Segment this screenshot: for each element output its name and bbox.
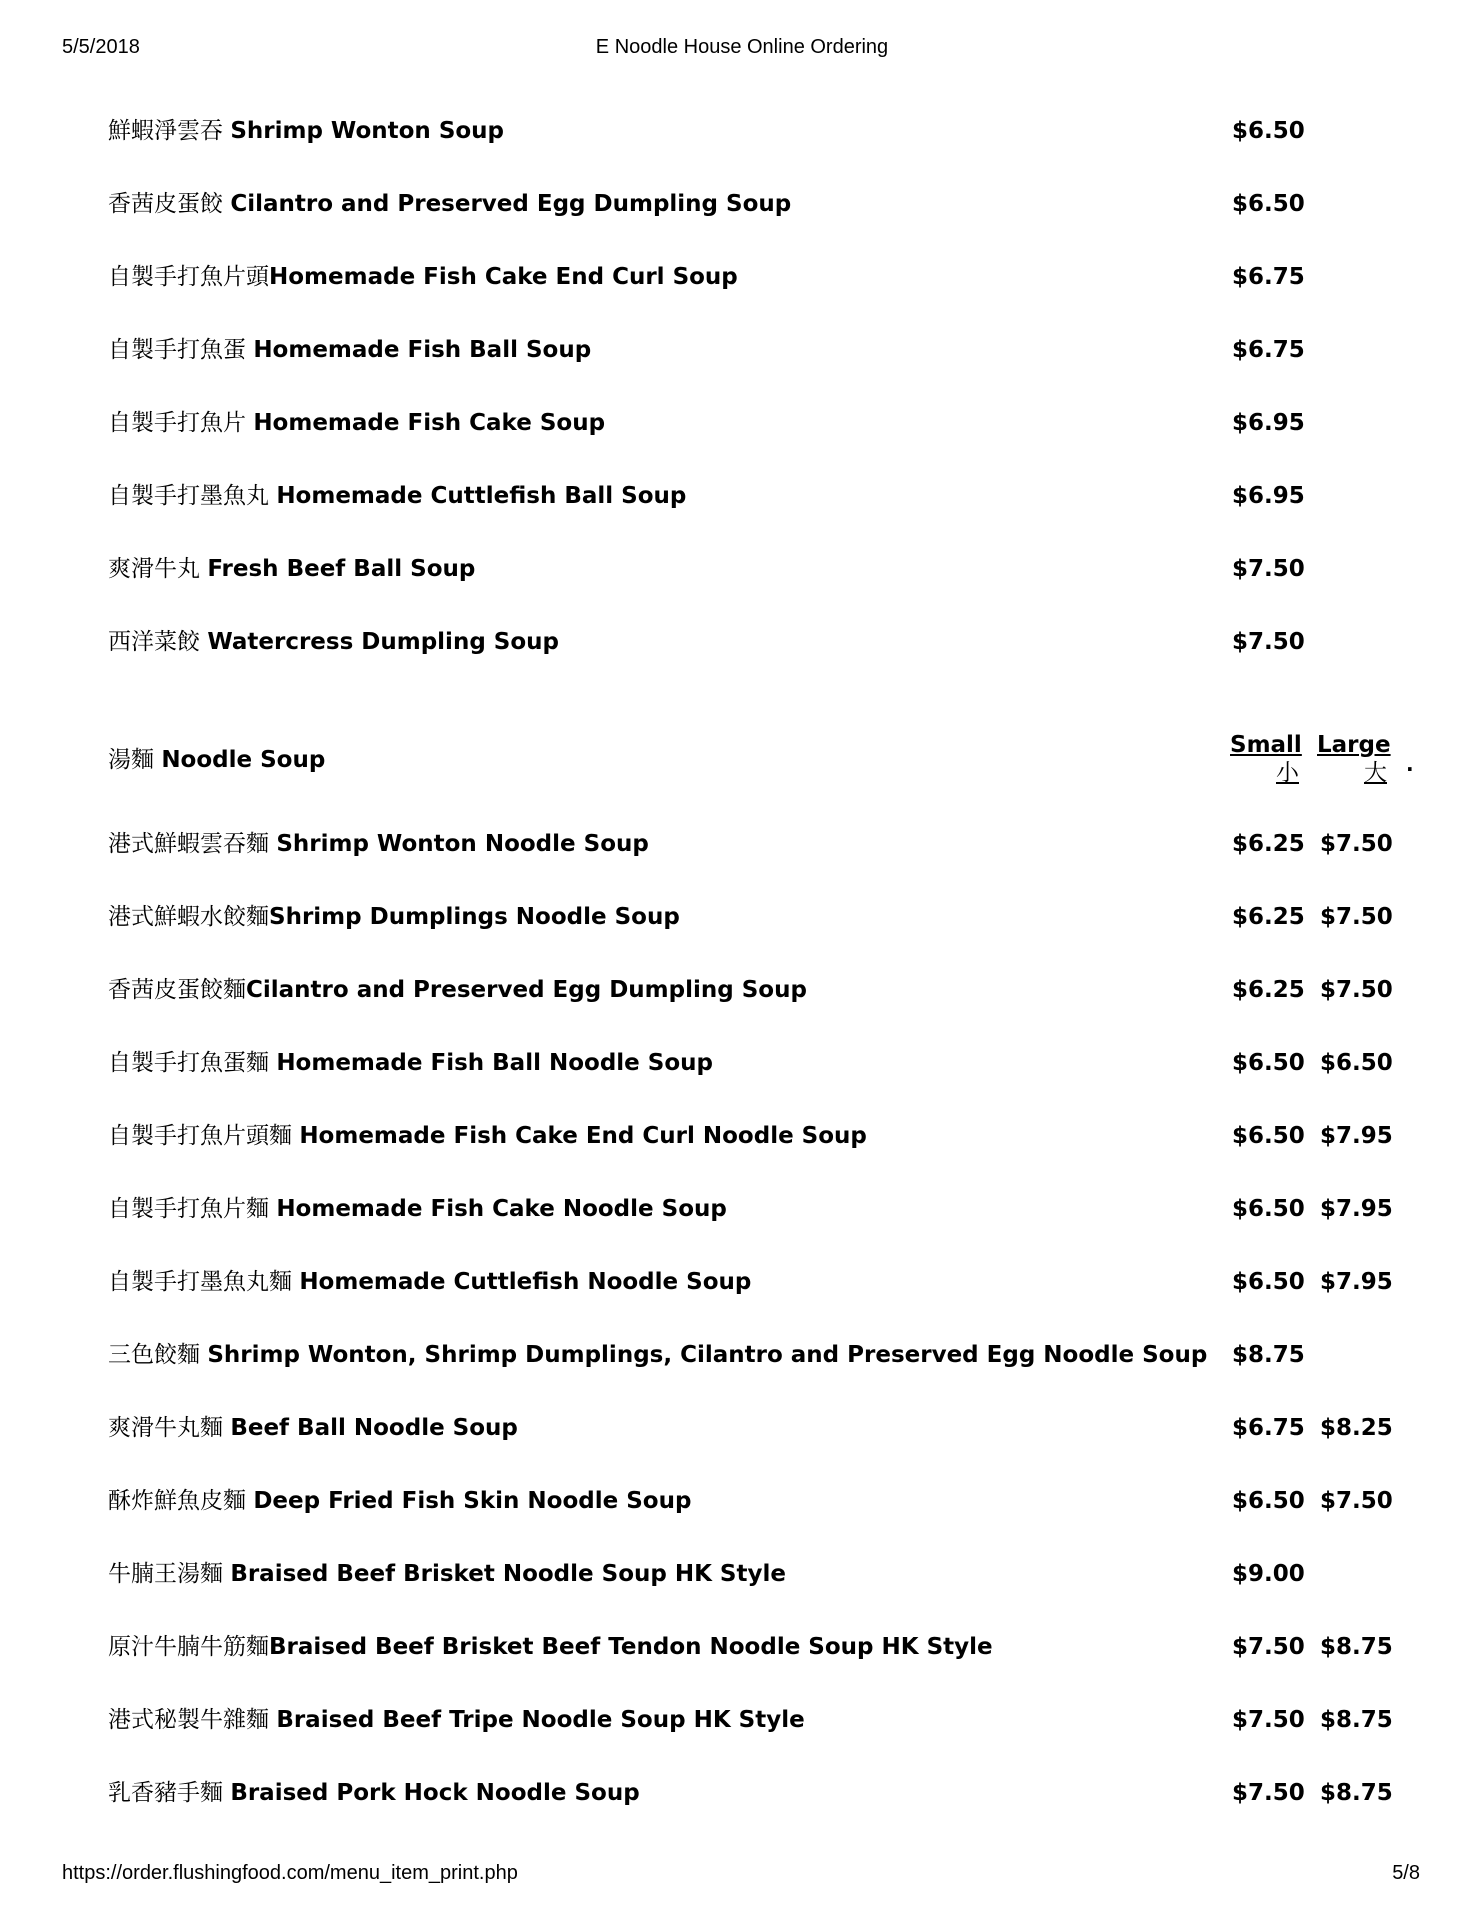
item-name bbox=[108, 1116, 867, 1156]
item-name bbox=[108, 549, 475, 589]
item-price-small: $6.50 bbox=[1232, 1123, 1305, 1149]
item-name bbox=[108, 184, 791, 224]
item-name bbox=[108, 897, 680, 937]
item-price-small: $6.25 bbox=[1232, 831, 1305, 857]
item-name-english: Shrimp Wonton, Shrimp Dumplings, Cilantro and Preserved Egg Noodle Soup bbox=[207, 1342, 1208, 1368]
item-name-english: Fresh Beef Ball Soup bbox=[207, 556, 476, 582]
item-price-small: $6.50 bbox=[1232, 1488, 1305, 1514]
item-name bbox=[108, 1700, 805, 1740]
menu-item bbox=[0, 824, 1484, 864]
item-price-small: $7.50 bbox=[1232, 1707, 1305, 1733]
menu-item bbox=[0, 1773, 1484, 1813]
item-price-small: $7.50 bbox=[1232, 1634, 1305, 1660]
item-name-chinese: 港式鮮蝦水餃麵 bbox=[108, 904, 269, 930]
item-name-english: Homemade Cuttlefish Noodle Soup bbox=[299, 1269, 752, 1295]
item-price-large: $7.50 bbox=[1320, 1488, 1393, 1514]
item-name-english: Deep Fried Fish Skin Noodle Soup bbox=[253, 1488, 692, 1514]
item-price-small: $6.25 bbox=[1232, 977, 1305, 1003]
menu-item bbox=[0, 1043, 1484, 1083]
item-name bbox=[108, 1408, 518, 1448]
menu-item bbox=[0, 1189, 1484, 1229]
item-price-large: $8.75 bbox=[1320, 1780, 1393, 1806]
item-price-large: $7.50 bbox=[1320, 831, 1393, 857]
item-name bbox=[108, 1554, 786, 1594]
item-price-large: $7.95 bbox=[1320, 1123, 1393, 1149]
item-name-chinese: 港式秘製牛雜麵 bbox=[108, 1707, 277, 1733]
item-price-small: $6.25 bbox=[1232, 904, 1305, 930]
item-price: $6.50 bbox=[1232, 118, 1305, 144]
item-name-english: Watercress Dumpling Soup bbox=[207, 629, 559, 655]
item-name-english: Braised Beef Brisket Noodle Soup HK Style bbox=[230, 1561, 786, 1587]
menu-item bbox=[0, 897, 1484, 937]
item-price-large: $7.50 bbox=[1320, 977, 1393, 1003]
item-name bbox=[108, 1627, 993, 1667]
item-name-chinese: 香茜皮蛋餃 bbox=[108, 191, 231, 217]
menu-item bbox=[0, 403, 1484, 443]
section-title-chinese: 湯麵 bbox=[108, 747, 162, 773]
item-name-english: Shrimp Dumplings Noodle Soup bbox=[269, 904, 680, 930]
item-name bbox=[108, 403, 605, 443]
item-name-english: Homemade Fish Cake Noodle Soup bbox=[276, 1196, 727, 1222]
item-name-chinese: 原汁牛腩牛筋麵 bbox=[108, 1634, 269, 1660]
item-price-large: $8.25 bbox=[1320, 1415, 1393, 1441]
item-name bbox=[108, 1043, 713, 1083]
item-name-chinese: 爽滑牛丸麵 bbox=[108, 1415, 231, 1441]
item-name-english: Homemade Fish Cake End Curl Noodle Soup bbox=[299, 1123, 867, 1149]
page-number: 5/8 bbox=[1392, 1862, 1420, 1884]
item-name-english: Cilantro and Preserved Egg Dumpling Soup bbox=[230, 191, 792, 217]
item-name bbox=[108, 1481, 691, 1521]
item-price-small: $6.50 bbox=[1232, 1269, 1305, 1295]
item-name-english: Braised Beef Brisket Beef Tendon Noodle Soup HK Style bbox=[269, 1634, 993, 1660]
item-name-chinese: 自製手打魚片麵 bbox=[108, 1196, 277, 1222]
item-price-small: $6.50 bbox=[1232, 1196, 1305, 1222]
menu-item bbox=[0, 1116, 1484, 1156]
item-name-english: Shrimp Wonton Soup bbox=[230, 118, 505, 144]
item-name-chinese: 鮮蝦淨雲吞 bbox=[108, 118, 231, 144]
item-name-chinese: 自製手打魚片頭麵 bbox=[108, 1123, 300, 1149]
item-name-chinese: 酥炸鮮魚皮麵 bbox=[108, 1488, 254, 1514]
menu-item bbox=[0, 622, 1484, 662]
item-price-large: $8.75 bbox=[1320, 1634, 1393, 1660]
item-name-english: Homemade Fish Cake Soup bbox=[253, 410, 606, 436]
item-price-large: $7.95 bbox=[1320, 1269, 1393, 1295]
item-price: $7.50 bbox=[1232, 556, 1305, 582]
item-name-chinese: 港式鮮蝦雲吞麵 bbox=[108, 831, 277, 857]
footer-url: https://order.flushingfood.com/menu_item_print.php bbox=[62, 1862, 518, 1884]
item-name-chinese: 爽滑牛丸 bbox=[108, 556, 208, 582]
item-name bbox=[108, 622, 559, 662]
print-date: 5/5/2018 bbox=[62, 36, 140, 58]
item-name bbox=[108, 1773, 640, 1813]
item-name-chinese: 自製手打魚蛋 bbox=[108, 337, 254, 363]
item-price: $6.95 bbox=[1232, 410, 1305, 436]
item-name bbox=[108, 1262, 751, 1302]
item-price-large: $8.75 bbox=[1320, 1707, 1393, 1733]
item-name-chinese: 自製手打魚蛋麵 bbox=[108, 1050, 277, 1076]
item-name-english: Homemade Fish Ball Noodle Soup bbox=[276, 1050, 713, 1076]
item-name-chinese: 自製手打魚片 bbox=[108, 410, 254, 436]
item-price-large: $7.50 bbox=[1320, 904, 1393, 930]
column-header-large: Large bbox=[1317, 732, 1391, 758]
item-name bbox=[108, 476, 686, 516]
item-name-english: Cilantro and Preserved Egg Dumpling Soup bbox=[246, 977, 807, 1003]
item-name-english: Braised Pork Hock Noodle Soup bbox=[230, 1780, 640, 1806]
section-title-english: Noodle Soup bbox=[161, 747, 326, 773]
item-name-chinese: 牛腩王湯麵 bbox=[108, 1561, 231, 1587]
header-dot: . bbox=[1406, 752, 1414, 776]
section-title bbox=[108, 740, 325, 780]
item-price-small: $6.50 bbox=[1232, 1050, 1305, 1076]
item-price: $7.50 bbox=[1232, 629, 1305, 655]
menu-item bbox=[0, 1335, 1484, 1375]
item-name-chinese: 自製手打魚片頭 bbox=[108, 264, 269, 290]
item-name-chinese: 西洋菜餃 bbox=[108, 629, 208, 655]
column-header-small: Small bbox=[1230, 732, 1302, 758]
menu-item bbox=[0, 257, 1484, 297]
column-header-small-chinese: 小 bbox=[1276, 760, 1299, 786]
item-name bbox=[108, 257, 738, 297]
menu-item bbox=[0, 184, 1484, 224]
menu-item bbox=[0, 1700, 1484, 1740]
menu-item bbox=[0, 970, 1484, 1010]
item-price-small: $9.00 bbox=[1232, 1561, 1305, 1587]
item-name-english: Braised Beef Tripe Noodle Soup HK Style bbox=[276, 1707, 805, 1733]
item-name-chinese: 乳香豬手麵 bbox=[108, 1780, 231, 1806]
item-price: $6.75 bbox=[1232, 264, 1305, 290]
item-name-english: Homemade Fish Ball Soup bbox=[253, 337, 592, 363]
item-name bbox=[108, 824, 649, 864]
menu-item bbox=[0, 330, 1484, 370]
item-name-english: Beef Ball Noodle Soup bbox=[230, 1415, 518, 1441]
item-name bbox=[108, 1189, 727, 1229]
column-header-large-chinese: 大 bbox=[1364, 760, 1387, 786]
menu-item bbox=[0, 111, 1484, 151]
menu-item bbox=[0, 1554, 1484, 1594]
item-price: $6.50 bbox=[1232, 191, 1305, 217]
item-price-large: $6.50 bbox=[1320, 1050, 1393, 1076]
menu-item bbox=[0, 1627, 1484, 1667]
item-name bbox=[108, 970, 807, 1010]
item-price-small: $8.75 bbox=[1232, 1342, 1305, 1368]
item-price: $6.75 bbox=[1232, 337, 1305, 363]
item-name-english: Homemade Cuttlefish Ball Soup bbox=[276, 483, 687, 509]
menu-item bbox=[0, 476, 1484, 516]
item-name-chinese: 香茜皮蛋餃麵 bbox=[108, 977, 246, 1003]
item-name bbox=[108, 330, 591, 370]
menu-item bbox=[0, 1408, 1484, 1448]
item-price-small: $6.75 bbox=[1232, 1415, 1305, 1441]
menu-item bbox=[0, 1481, 1484, 1521]
item-price-small: $7.50 bbox=[1232, 1780, 1305, 1806]
item-name-chinese: 三色餃麵 bbox=[108, 1342, 208, 1368]
item-name-english: Homemade Fish Cake End Curl Soup bbox=[269, 264, 738, 290]
item-price: $6.95 bbox=[1232, 483, 1305, 509]
item-price-large: $7.95 bbox=[1320, 1196, 1393, 1222]
item-name bbox=[108, 1335, 1207, 1375]
item-name-chinese: 自製手打墨魚丸 bbox=[108, 483, 277, 509]
item-name bbox=[108, 111, 504, 151]
menu-item bbox=[0, 549, 1484, 589]
item-name-chinese: 自製手打墨魚丸麵 bbox=[108, 1269, 300, 1295]
item-name-english: Shrimp Wonton Noodle Soup bbox=[276, 831, 649, 857]
menu-item bbox=[0, 1262, 1484, 1302]
page-title: E Noodle House Online Ordering bbox=[595, 36, 889, 58]
